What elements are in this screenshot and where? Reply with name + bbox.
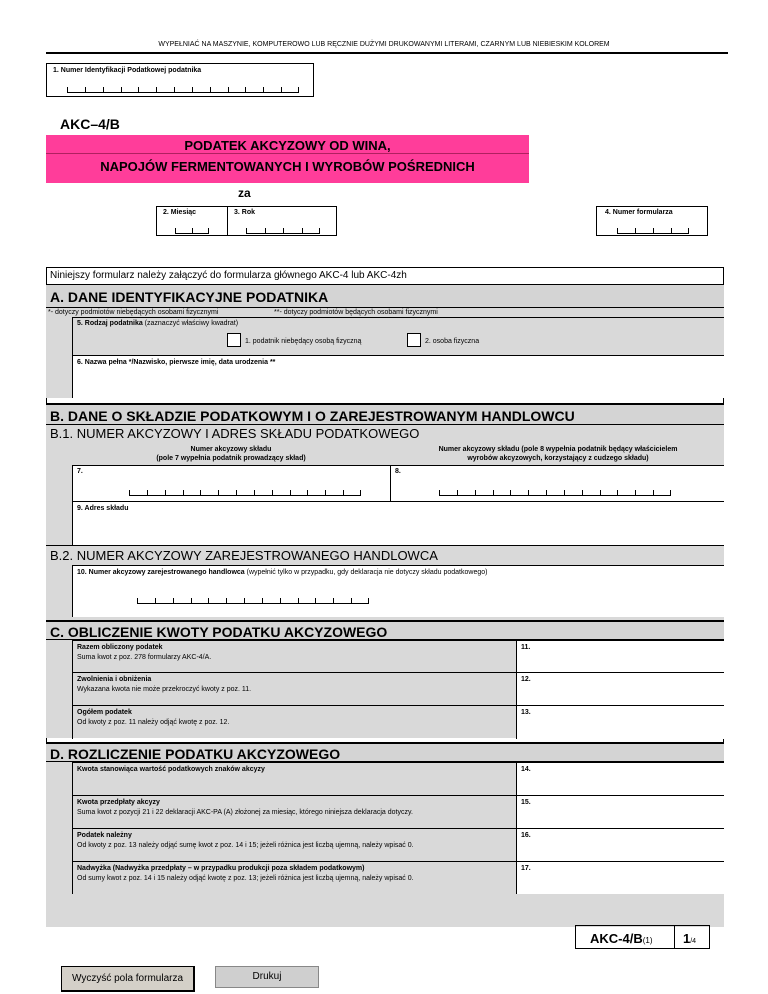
f9-label: 9. Adres składu <box>77 505 129 512</box>
year-comb[interactable] <box>246 228 320 234</box>
row-title: Ogółem podatek <box>77 709 132 716</box>
comb-tick <box>254 490 255 495</box>
month-box[interactable] <box>156 206 228 236</box>
field-number: 14. <box>521 766 531 773</box>
nip-box[interactable] <box>46 63 314 97</box>
comb-tick <box>283 228 284 233</box>
comb-tick <box>298 598 299 603</box>
top-instruction: WYPEŁNIAĆ NA MASZYNIE, KOMPUTEROWO LUB RĘCZNIE DUŻYMI DRUKOWANYMI LITERAMI, CZARNYM LUB NIEBIESKIM KOLOREM <box>158 41 610 48</box>
comb-tick <box>298 87 299 92</box>
row-description: Suma kwot z pozycji 21 i 22 deklaracji AKC-PA (A) złożonej za miesiąc, którego niniejsza deklaracja dotyczy. <box>77 809 413 816</box>
comb-tick <box>546 490 547 495</box>
field-number: 13. <box>521 709 531 716</box>
section-b-title: B. DANE O SKŁADZIE PODATKOWYM I O ZAREJESTROWANYM HANDLOWCU <box>46 403 724 425</box>
amount-row-label <box>72 828 516 861</box>
f5-hint: (zaznaczyć właściwy kwadrat) <box>142 320 239 327</box>
warehouse-address-field[interactable] <box>72 501 724 545</box>
amount-field[interactable] <box>516 672 724 705</box>
comb-tick <box>671 228 672 233</box>
comb-tick <box>343 490 344 495</box>
comb-tick <box>208 228 209 233</box>
comb-tick <box>351 598 352 603</box>
f5-label: 5. Rodzaj podatnika <box>77 320 143 327</box>
comb-tick <box>192 228 193 233</box>
comb-tick <box>236 490 237 495</box>
field-number: 11. <box>521 644 531 651</box>
field-number: 16. <box>521 832 531 839</box>
title-za: za <box>238 186 251 200</box>
comb-tick <box>302 228 303 233</box>
comb-tick <box>103 87 104 92</box>
row-description: Od sumy kwot z poz. 14 i 15 należy odjąć kwotę z poz. 13; jeżeli różnica jest liczbą ujemną, należy wpisać 0. <box>77 875 414 882</box>
comb-tick <box>245 87 246 92</box>
comb-tick <box>564 490 565 495</box>
comb-tick <box>191 598 192 603</box>
col1-head2: (pole 7 wypełnia podatnik prowadzący skład) <box>156 455 306 462</box>
comb-tick <box>192 87 193 92</box>
comb-tick <box>155 598 156 603</box>
row-title: Kwota stanowiąca wartość podatkowych znaków akcyzy <box>77 766 265 773</box>
comb-tick <box>173 598 174 603</box>
comb-tick <box>265 228 266 233</box>
form-code: AKC–4/B <box>60 116 120 132</box>
f8-comb[interactable] <box>439 490 671 496</box>
section-a-title: A. DANE IDENTYFIKACYJNE PODATNIKA <box>46 284 724 308</box>
note-natural-person: **- dotyczy podmiotów będących osobami fizycznymi <box>274 309 438 316</box>
col2-head1: Numer akcyzowy składu (pole 8 wypełnia podatnik będący właścicielem <box>438 446 678 453</box>
comb-tick <box>67 87 68 92</box>
comb-tick <box>653 490 654 495</box>
comb-tick <box>262 598 263 603</box>
opt1-label: 1. podatnik niebędący osobą fizyczną <box>245 338 362 345</box>
row-description: Od kwoty z poz. 13 należy odjąć sumę kwot z poz. 14 i 15; jeżeli różnica jest liczbą ujemną, należy wpisać 0. <box>77 842 414 849</box>
amount-row-label <box>72 795 516 828</box>
title-line2: NAPOJÓW FERMENTOWANYCH I WYROBÓW POŚREDNICH <box>100 159 475 174</box>
page-total: /4 <box>690 938 697 945</box>
row-title: Podatek należny <box>77 832 132 839</box>
nip-comb[interactable] <box>67 87 299 93</box>
comb-tick <box>600 490 601 495</box>
checkbox-legal-person[interactable] <box>227 333 241 347</box>
f8-label: 8. <box>395 468 401 475</box>
row-title: Kwota przedpłaty akcyzy <box>77 799 160 806</box>
b1-title: B.1. NUMER AKCYZOWY I ADRES SKŁADU PODATKOWEGO <box>46 425 724 445</box>
nip-label: 1. Numer Identyfikacji Podatkowej podatnika <box>53 67 202 74</box>
f6-label: 6. Nazwa pełna */Nazwisko, pierwsze imię, data urodzenia ** <box>77 359 276 366</box>
comb-tick <box>165 490 166 495</box>
full-name-field[interactable] <box>72 355 724 398</box>
row-title: Razem obliczony podatek <box>77 644 163 651</box>
comb-tick <box>244 598 245 603</box>
row-title: Nadwyżka (Nadwyżka przedpłaty – w przypadku produkcji poza składem podatkowym) <box>77 865 365 872</box>
comb-tick <box>360 490 361 495</box>
section-d-title: D. ROZLICZENIE PODATKU AKCYZOWEGO <box>46 742 724 762</box>
amount-field[interactable] <box>516 795 724 828</box>
amount-row-label <box>72 672 516 705</box>
comb-tick <box>528 490 529 495</box>
taxpayer-type-field <box>72 317 724 355</box>
comb-tick <box>290 490 291 495</box>
comb-tick <box>635 228 636 233</box>
field-number: 15. <box>521 799 531 806</box>
comb-tick <box>138 87 139 92</box>
year-label: 3. Rok <box>234 209 256 216</box>
year-box[interactable] <box>227 206 337 236</box>
comb-tick <box>156 87 157 92</box>
b2-title: B.2. NUMER AKCYZOWY ZAREJESTROWANEGO HANDLOWCA <box>46 545 724 565</box>
amount-row-label <box>72 640 516 672</box>
comb-tick <box>617 228 618 233</box>
f10-hint: (wypełnić tylko w przypadku, gdy deklaracja nie dotyczy składu podatkowego) <box>244 569 488 576</box>
comb-tick <box>263 87 264 92</box>
formnum-box[interactable] <box>596 206 708 236</box>
comb-tick <box>688 228 689 233</box>
comb-tick <box>315 598 316 603</box>
comb-tick <box>200 490 201 495</box>
footer-code-sub: (1) <box>642 936 653 945</box>
title-divider <box>46 153 529 154</box>
checkbox-natural-person[interactable] <box>407 333 421 347</box>
f7-label: 7. <box>77 468 83 475</box>
f10-label: 10. Numer akcyzowy zarejestrowanego handlowca <box>77 569 245 576</box>
amount-field[interactable] <box>516 828 724 861</box>
row-title: Zwolnienia i obniżenia <box>77 676 152 683</box>
month-label: 2. Miesiąc <box>163 209 197 216</box>
col2-head2: wyrobów akcyzowych, korzystający z cudzego składu) <box>467 455 649 462</box>
page-number: 1 <box>683 931 691 946</box>
comb-tick <box>210 87 211 92</box>
comb-tick <box>319 228 320 233</box>
amount-row-label <box>72 762 516 795</box>
title-banner <box>46 135 529 183</box>
formnum-label: 4. Numer formularza <box>605 209 673 216</box>
comb-tick <box>129 490 130 495</box>
col1-head1: Numer akcyzowy składu <box>190 446 272 453</box>
comb-tick <box>121 87 122 92</box>
formnum-comb[interactable] <box>617 228 689 234</box>
comb-tick <box>175 228 176 233</box>
amount-field[interactable] <box>516 762 724 795</box>
comb-tick <box>475 490 476 495</box>
comb-tick <box>333 598 334 603</box>
comb-tick <box>493 490 494 495</box>
print-button[interactable]: Drukuj <box>215 966 319 988</box>
comb-tick <box>218 490 219 495</box>
attach-note: Niniejszy formularz należy załączyć do formularza głównego AKC-4 lub AKC-4zh <box>50 270 407 281</box>
comb-tick <box>635 490 636 495</box>
comb-tick <box>307 490 308 495</box>
comb-tick <box>246 228 247 233</box>
excise-number-8-field[interactable] <box>390 465 724 501</box>
footer-code: AKC-4/B <box>590 931 643 946</box>
comb-tick <box>325 490 326 495</box>
f10-comb[interactable] <box>137 598 369 604</box>
comb-tick <box>272 490 273 495</box>
amount-row-label <box>72 705 516 739</box>
title-line1: PODATEK AKCYZOWY OD WINA, <box>184 138 391 153</box>
comb-tick <box>228 87 229 92</box>
month-comb[interactable] <box>175 228 209 234</box>
section-c-title: C. OBLICZENIE KWOTY PODATKU AKCYZOWEGO <box>46 620 724 640</box>
comb-tick <box>280 598 281 603</box>
row-description: Wykazana kwota nie może przekroczyć kwoty z poz. 11. <box>77 686 252 693</box>
comb-tick <box>457 490 458 495</box>
trader-number-field[interactable] <box>72 565 724 617</box>
comb-tick <box>183 490 184 495</box>
comb-tick <box>368 598 369 603</box>
f7-comb[interactable] <box>129 490 361 496</box>
clear-form-button[interactable]: Wyczyść pola formularza <box>61 966 195 992</box>
amount-field[interactable] <box>516 861 724 894</box>
amount-field[interactable] <box>516 705 724 739</box>
comb-tick <box>174 87 175 92</box>
note-legal-person: *- dotyczy podmiotów niebędących osobami fizycznymi <box>48 309 219 316</box>
comb-tick <box>617 490 618 495</box>
comb-tick <box>208 598 209 603</box>
amount-row-label <box>72 861 516 894</box>
comb-tick <box>670 490 671 495</box>
excise-number-7-field[interactable] <box>72 465 390 501</box>
comb-tick <box>281 87 282 92</box>
footer-code-box <box>575 925 675 949</box>
row-description: Od kwoty z poz. 11 należy odjąć kwotę z poz. 12. <box>77 719 230 726</box>
comb-tick <box>137 598 138 603</box>
comb-tick <box>85 87 86 92</box>
amount-field[interactable] <box>516 640 724 672</box>
comb-tick <box>510 490 511 495</box>
row-description: Suma kwot z poz. 278 formularzy AKC-4/A. <box>77 654 212 661</box>
field-number: 12. <box>521 676 531 683</box>
comb-tick <box>582 490 583 495</box>
comb-tick <box>226 598 227 603</box>
comb-tick <box>147 490 148 495</box>
comb-tick <box>439 490 440 495</box>
opt2-label: 2. osoba fizyczna <box>425 338 480 345</box>
page-number-box <box>674 925 710 949</box>
comb-tick <box>653 228 654 233</box>
field-number: 17. <box>521 865 531 872</box>
top-rule <box>46 52 728 54</box>
